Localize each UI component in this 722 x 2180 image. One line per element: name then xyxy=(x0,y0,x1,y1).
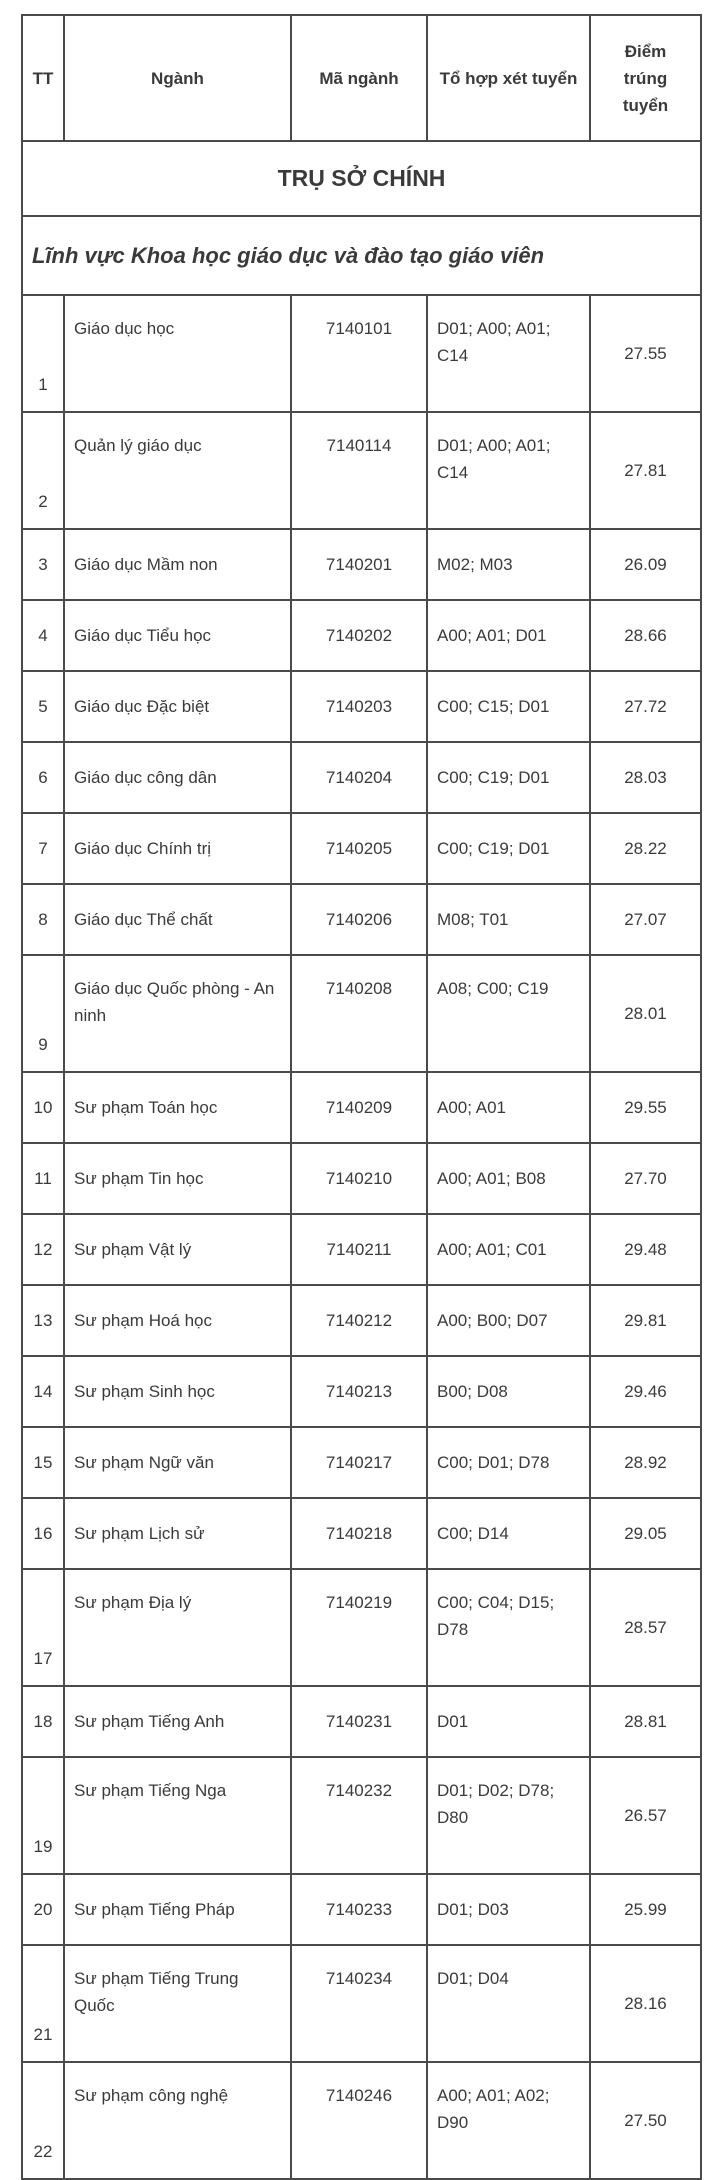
major-name: Sư phạm Tiếng Trung Quốc xyxy=(64,1945,291,2062)
major-code: 7140202 xyxy=(291,600,427,671)
admission-scores-table xyxy=(21,14,702,2180)
admission-score: 27.55 xyxy=(590,295,701,412)
row-number: 18 xyxy=(22,1686,64,1757)
row-number: 4 xyxy=(22,600,64,671)
field-row xyxy=(22,216,701,295)
subject-combination: A00; A01; C01 xyxy=(427,1214,590,1285)
admission-score: 28.92 xyxy=(590,1427,701,1498)
major-code: 7140114 xyxy=(291,412,427,529)
major-name: Giáo dục học xyxy=(64,295,291,412)
table-row xyxy=(22,955,701,1072)
major-name: Giáo dục Quốc phòng - An ninh xyxy=(64,955,291,1072)
admission-score: 28.01 xyxy=(590,955,701,1072)
table-row xyxy=(22,412,701,529)
row-number: 15 xyxy=(22,1427,64,1498)
header-score: Điểm trúng tuyển xyxy=(590,15,701,141)
subject-combination: D01; A00; A01; C14 xyxy=(427,295,590,412)
major-name: Sư phạm công nghệ xyxy=(64,2062,291,2179)
admission-score: 27.70 xyxy=(590,1143,701,1214)
subject-combination: C00; D14 xyxy=(427,1498,590,1569)
major-name: Giáo dục Chính trị xyxy=(64,813,291,884)
table-row xyxy=(22,1945,701,2062)
table-row xyxy=(22,1285,701,1356)
major-code: 7140203 xyxy=(291,671,427,742)
row-number: 7 xyxy=(22,813,64,884)
subject-combination: D01; A00; A01; C14 xyxy=(427,412,590,529)
major-name: Sư phạm Địa lý xyxy=(64,1569,291,1686)
row-number: 8 xyxy=(22,884,64,955)
table-row xyxy=(22,1214,701,1285)
admission-score: 29.55 xyxy=(590,1072,701,1143)
row-number: 16 xyxy=(22,1498,64,1569)
major-name: Giáo dục Thể chất xyxy=(64,884,291,955)
header-tt: TT xyxy=(22,15,64,141)
table-row xyxy=(22,1356,701,1427)
major-name: Sư phạm Tiếng Pháp xyxy=(64,1874,291,1945)
subject-combination: D01; D02; D78; D80 xyxy=(427,1757,590,1874)
table-row xyxy=(22,529,701,600)
table-row xyxy=(22,1686,701,1757)
subject-combination: C00; C04; D15; D78 xyxy=(427,1569,590,1686)
subject-combination: D01 xyxy=(427,1686,590,1757)
admission-score: 25.99 xyxy=(590,1874,701,1945)
admission-score: 27.07 xyxy=(590,884,701,955)
major-name: Sư phạm Tiếng Anh xyxy=(64,1686,291,1757)
subject-combination: C00; D01; D78 xyxy=(427,1427,590,1498)
admission-score: 28.57 xyxy=(590,1569,701,1686)
header-code: Mã ngành xyxy=(291,15,427,141)
admission-score: 27.50 xyxy=(590,2062,701,2179)
admission-score: 28.22 xyxy=(590,813,701,884)
subject-combination: B00; D08 xyxy=(427,1356,590,1427)
table-row xyxy=(22,1143,701,1214)
subject-combination: A00; A01 xyxy=(427,1072,590,1143)
major-code: 7140201 xyxy=(291,529,427,600)
table-row xyxy=(22,1569,701,1686)
admission-score: 29.48 xyxy=(590,1214,701,1285)
major-name: Giáo dục Mầm non xyxy=(64,529,291,600)
table-row xyxy=(22,813,701,884)
subject-combination: D01; D03 xyxy=(427,1874,590,1945)
major-name: Sư phạm Ngữ văn xyxy=(64,1427,291,1498)
row-number: 20 xyxy=(22,1874,64,1945)
major-code: 7140209 xyxy=(291,1072,427,1143)
table-row xyxy=(22,1757,701,1874)
table-row xyxy=(22,2062,701,2179)
major-code: 7140212 xyxy=(291,1285,427,1356)
major-name: Quản lý giáo dục xyxy=(64,412,291,529)
major-code: 7140231 xyxy=(291,1686,427,1757)
row-number: 12 xyxy=(22,1214,64,1285)
admission-score: 29.81 xyxy=(590,1285,701,1356)
admission-score: 26.09 xyxy=(590,529,701,600)
row-number: 5 xyxy=(22,671,64,742)
row-number: 10 xyxy=(22,1072,64,1143)
row-number: 17 xyxy=(22,1569,64,1686)
major-name: Sư phạm Tiếng Nga xyxy=(64,1757,291,1874)
subject-combination: A00; A01; B08 xyxy=(427,1143,590,1214)
major-name: Giáo dục Đặc biệt xyxy=(64,671,291,742)
major-code: 7140206 xyxy=(291,884,427,955)
table-row xyxy=(22,1072,701,1143)
subject-combination: A00; A01; D01 xyxy=(427,600,590,671)
admission-score: 29.46 xyxy=(590,1356,701,1427)
major-code: 7140246 xyxy=(291,2062,427,2179)
major-code: 7140101 xyxy=(291,295,427,412)
table-row xyxy=(22,742,701,813)
admission-score: 28.66 xyxy=(590,600,701,671)
row-number: 1 xyxy=(22,295,64,412)
subject-combination: A08; C00; C19 xyxy=(427,955,590,1072)
table-row xyxy=(22,1498,701,1569)
major-name: Sư phạm Sinh học xyxy=(64,1356,291,1427)
row-number: 21 xyxy=(22,1945,64,2062)
row-number: 13 xyxy=(22,1285,64,1356)
table-row xyxy=(22,671,701,742)
major-code: 7140208 xyxy=(291,955,427,1072)
admission-score: 27.81 xyxy=(590,412,701,529)
row-number: 9 xyxy=(22,955,64,1072)
table-row xyxy=(22,1427,701,1498)
major-name: Sư phạm Hoá học xyxy=(64,1285,291,1356)
major-name: Sư phạm Tin học xyxy=(64,1143,291,1214)
major-code: 7140232 xyxy=(291,1757,427,1874)
admission-score: 26.57 xyxy=(590,1757,701,1874)
major-name: Giáo dục công dân xyxy=(64,742,291,813)
major-code: 7140213 xyxy=(291,1356,427,1427)
subject-combination: A00; A01; A02; D90 xyxy=(427,2062,590,2179)
header-row xyxy=(22,15,701,141)
admission-score: 28.16 xyxy=(590,1945,701,2062)
admission-score: 29.05 xyxy=(590,1498,701,1569)
section-row xyxy=(22,141,701,216)
subject-combination: A00; B00; D07 xyxy=(427,1285,590,1356)
row-number: 22 xyxy=(22,2062,64,2179)
section-title: TRỤ SỞ CHÍNH xyxy=(22,141,701,216)
major-code: 7140210 xyxy=(291,1143,427,1214)
row-number: 14 xyxy=(22,1356,64,1427)
subject-combination: M08; T01 xyxy=(427,884,590,955)
header-combination: Tổ hợp xét tuyển xyxy=(427,15,590,141)
row-number: 6 xyxy=(22,742,64,813)
table-row xyxy=(22,884,701,955)
subject-combination: C00; C15; D01 xyxy=(427,671,590,742)
row-number: 19 xyxy=(22,1757,64,1874)
major-code: 7140211 xyxy=(291,1214,427,1285)
major-name: Sư phạm Lịch sử xyxy=(64,1498,291,1569)
major-name: Sư phạm Toán học xyxy=(64,1072,291,1143)
subject-combination: C00; C19; D01 xyxy=(427,742,590,813)
major-code: 7140234 xyxy=(291,1945,427,2062)
subject-combination: C00; C19; D01 xyxy=(427,813,590,884)
admission-score: 28.81 xyxy=(590,1686,701,1757)
row-number: 3 xyxy=(22,529,64,600)
table-row xyxy=(22,600,701,671)
major-name: Giáo dục Tiểu học xyxy=(64,600,291,671)
subject-combination: M02; M03 xyxy=(427,529,590,600)
admission-score: 28.03 xyxy=(590,742,701,813)
row-number: 11 xyxy=(22,1143,64,1214)
major-name: Sư phạm Vật lý xyxy=(64,1214,291,1285)
field-title: Lĩnh vực Khoa học giáo dục và đào tạo giáo viên xyxy=(22,216,701,295)
table-row xyxy=(22,1874,701,1945)
major-code: 7140218 xyxy=(291,1498,427,1569)
major-code: 7140219 xyxy=(291,1569,427,1686)
major-code: 7140217 xyxy=(291,1427,427,1498)
major-code: 7140205 xyxy=(291,813,427,884)
major-code: 7140233 xyxy=(291,1874,427,1945)
subject-combination: D01; D04 xyxy=(427,1945,590,2062)
header-name: Ngành xyxy=(64,15,291,141)
admission-score: 27.72 xyxy=(590,671,701,742)
row-number: 2 xyxy=(22,412,64,529)
major-code: 7140204 xyxy=(291,742,427,813)
table-row xyxy=(22,295,701,412)
